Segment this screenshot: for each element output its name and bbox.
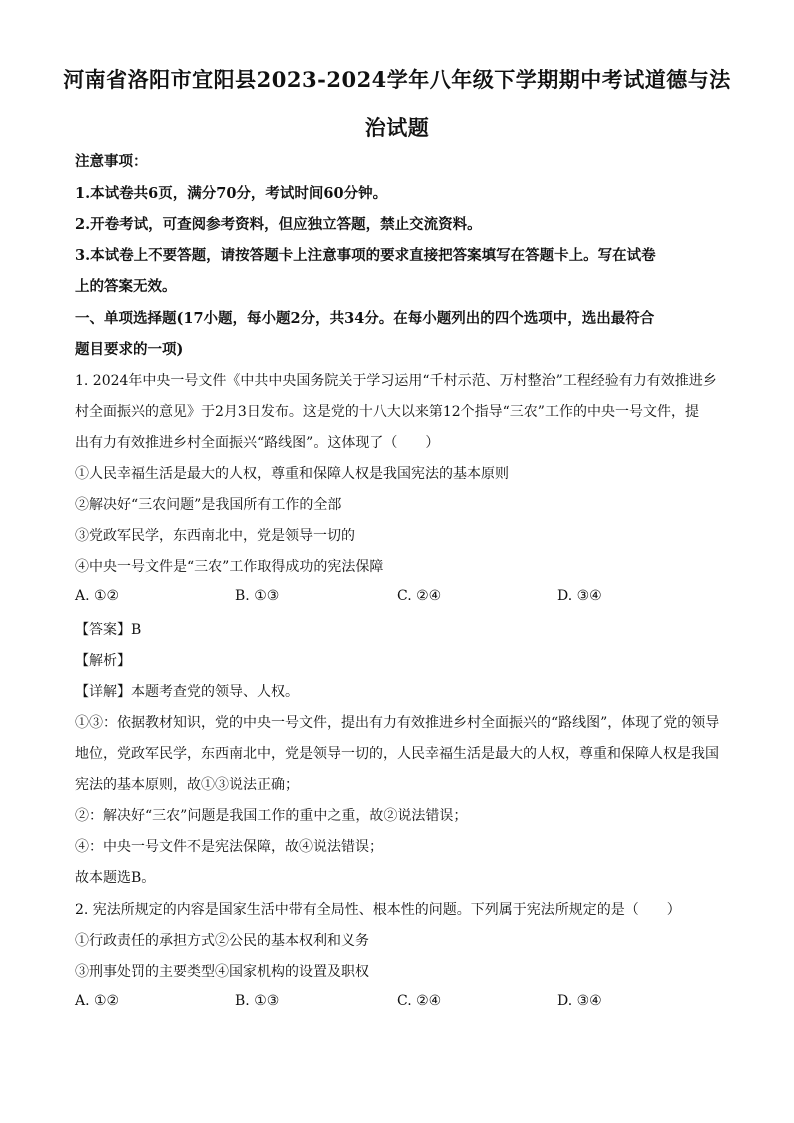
question-1-stem-line-3: 出有力有效推进乡村全面振兴“路线图”。这体现了（ ） [75, 435, 440, 451]
question-1-stem-line-2: 村全面振兴的意见》于2月3日发布。这是党的十八大以来第12个指导“三农”工作的中央一号文件，提 [75, 404, 699, 420]
question-1-answer: 【答案】B [75, 622, 142, 638]
question-2-statements-line-2: ③刑事处罚的主要类型④国家机构的设置及职权 [75, 964, 369, 980]
question-1-statement-3: ③党政军民学，东西南北中，党是领导一切的 [75, 528, 355, 544]
question-1-option-d: D. ③④ [557, 588, 602, 604]
notice-item-1: 1.本试卷共6页，满分70分，考试时间60分钟。 [75, 185, 388, 202]
question-1-statement-4: ④中央一号文件是“三农”工作取得成功的宪法保障 [75, 559, 384, 575]
question-1-explanation-3: ④：中央一号文件不是宪法保障，故④说法错误； [75, 839, 383, 855]
notice-item-3-line-1: 3.本试卷上不要答题，请按答题卡上注意事项的要求直接把答案填写在答题卡上。写在试卷 [75, 247, 656, 264]
document-title-line-1: 河南省洛阳市宜阳县2023-2024学年八年级下学期期中考试道德与法 [63, 67, 731, 92]
question-1-option-c: C. ②④ [397, 588, 442, 604]
question-1-explanation-1-line-1: ①③：依据教材知识，党的中央一号文件，提出有力有效推进乡村全面振兴的“路线图”，体现了党的领导 [75, 715, 720, 731]
question-1-explanation-1-line-2: 地位，党政军民学，东西南北中，党是领导一切的，人民幸福生活是最大的人权，尊重和保障人权是我国 [75, 746, 719, 762]
question-1-explanation-1-line-3: 宪法的基本原则，故①③说法正确； [75, 777, 299, 793]
question-1-detail: 【详解】本题考查党的领导、人权。 [75, 684, 299, 700]
question-1-option-b: B. ①③ [235, 588, 280, 604]
question-1-statement-1: ①人民幸福生活是最大的人权，尊重和保障人权是我国宪法的基本原则 [75, 466, 509, 482]
question-1-explanation-2: ②：解决好“三农”问题是我国工作的重中之重，故②说法错误； [75, 808, 468, 824]
section-1-heading-line-1: 一、单项选择题(17小题，每小题2分，共34分。在每小题列出的四个选项中，选出最符合 [75, 310, 655, 327]
question-2-option-b: B. ①③ [235, 993, 280, 1009]
notice-heading: 注意事项： [75, 153, 148, 170]
notice-item-2: 2.开卷考试，可查阅参考资料，但应独立答题，禁止交流资料。 [75, 216, 482, 233]
question-1-conclusion: 故本题选B。 [75, 870, 156, 886]
question-1-option-a: A. ①② [75, 588, 120, 604]
question-2-statements-line-1: ①行政责任的承担方式②公民的基本权利和义务 [75, 933, 369, 949]
question-2-option-a: A. ①② [75, 993, 120, 1009]
question-1-stem-line-1: 1. 2024年中央一号文件《中共中央国务院关于学习运用“千村示范、万村整治”工程经验有力有效推进乡 [75, 373, 717, 389]
question-1-statement-2: ②解决好“三农问题”是我国所有工作的全部 [75, 497, 342, 513]
question-2-option-d: D. ③④ [557, 993, 602, 1009]
question-1-analysis-label: 【解析】 [75, 653, 131, 669]
notice-item-3-line-2: 上的答案无效。 [75, 278, 177, 295]
question-2-option-c: C. ②④ [397, 993, 442, 1009]
document-title-line-2: 治试题 [364, 115, 430, 140]
question-2-stem: 2. 宪法所规定的内容是国家生活中带有全局性、根本性的问题。下列属于宪法所规定的是（ ） [75, 902, 681, 918]
section-1-heading-line-2: 题目要求的一项) [75, 341, 184, 358]
